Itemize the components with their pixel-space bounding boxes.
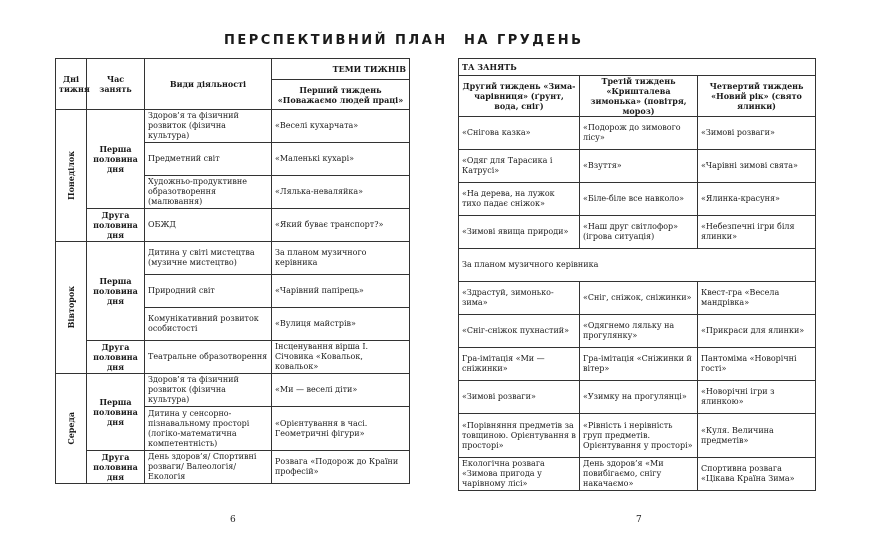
- week2-cell: «Порівняння предметів за товщиною. Орієнтування в просторі»: [459, 414, 580, 458]
- week1-cell: «Маленькі кухарі»: [272, 143, 410, 176]
- activity-cell: Предметний світ: [145, 143, 272, 176]
- week4-cell: «Прикраси для ялинки»: [698, 315, 816, 348]
- header-week2: Другий тиждень «Зима-чарівниця» (ґрунт, вода, сніг): [459, 76, 580, 117]
- page-number-right: 7: [636, 515, 642, 525]
- time-second-half: Друга половина дня: [87, 341, 145, 374]
- day-cell: [56, 374, 87, 484]
- week3-cell: «Біле-біле все навколо»: [580, 183, 698, 216]
- plan-table-right: [458, 58, 816, 491]
- activity-cell: Дитина у сенсорно-пізнавальному просторі (логіко-математична компетентність): [145, 407, 272, 451]
- header-activities: Види діяльності: [145, 59, 272, 110]
- week1-cell: Розвага «Подорож до Країни професій»: [272, 451, 410, 484]
- day-wednesday: Середа: [66, 412, 76, 445]
- week3-cell: Гра-імітація «Сніжинки й вітер»: [580, 348, 698, 381]
- activity-cell: Здоров’я та фізичний розвиток (фізична культура): [145, 374, 272, 407]
- week4-cell: «Ялинка-красуня»: [698, 183, 816, 216]
- week3-cell: «Одягнемо ляльку на прогулянку»: [580, 315, 698, 348]
- week3-cell: «Рівність і нерівність груп предметів. Орієнтування у просторі»: [580, 414, 698, 458]
- week2-cell: «Зимові розваги»: [459, 381, 580, 414]
- activity-cell: День здоров’я/ Спортивні розваги/ Валеологія/ Екологія: [145, 451, 272, 484]
- week2-cell: Екологічна розвага «Зимова пригода у чарівному лісі»: [459, 458, 580, 491]
- week2-cell: «Зимові явища природи»: [459, 216, 580, 249]
- time-second-half: Друга половина дня: [87, 451, 145, 484]
- music-merged-cell: За планом музичного керівника: [459, 249, 816, 282]
- week2-cell: Гра-імітація «Ми — сніжинки»: [459, 348, 580, 381]
- activity-cell: Комунікативний розвиток особистості: [145, 308, 272, 341]
- week1-cell: За планом музичного керівника: [272, 242, 410, 275]
- page-number-left: 6: [230, 515, 236, 525]
- activity-cell: ОБЖД: [145, 209, 272, 242]
- week1-cell: Інсценування вірша І. Січовика «Ковальок, ковальок»: [272, 341, 410, 374]
- week1-cell: «Лялька-неваляйка»: [272, 176, 410, 209]
- plan-table-left: [55, 58, 410, 484]
- week4-cell: «Новорічні ігри з ялинкою»: [698, 381, 816, 414]
- week1-cell: «Чарівний папірець»: [272, 275, 410, 308]
- week4-cell: Спортивна розвага «Цікава Країна Зима»: [698, 458, 816, 491]
- time-first-half: Перша половина дня: [87, 374, 145, 451]
- week4-cell: «Небезпечні ігри біля ялинки»: [698, 216, 816, 249]
- week2-cell: «Одяг для Тарасика і Катрусі»: [459, 150, 580, 183]
- time-second-half: Друга половина дня: [87, 209, 145, 242]
- week4-cell: Квест-гра «Весела мандрівка»: [698, 282, 816, 315]
- week3-cell: «Взуття»: [580, 150, 698, 183]
- header-days: Дні тижня: [56, 59, 87, 110]
- day-cell: [56, 110, 87, 242]
- week3-cell: «Наш друг світлофор» (ігрова ситуація): [580, 216, 698, 249]
- activity-cell: Художньо-продуктивне образотворення (малювання): [145, 176, 272, 209]
- day-cell: [56, 242, 87, 374]
- activity-cell: Природний світ: [145, 275, 272, 308]
- week4-cell: «Куля. Величина предметів»: [698, 414, 816, 458]
- day-monday: Понеділок: [66, 151, 76, 200]
- activity-cell: Здоров’я та фізичний розвиток (фізична культура): [145, 110, 272, 143]
- week4-cell: Пантоміма «Новорічні гості»: [698, 348, 816, 381]
- week1-cell: «Який буває транспорт?»: [272, 209, 410, 242]
- week3-cell: День здоров’я «Ми повибігаємо, снігу накачаємо»: [580, 458, 698, 491]
- week1-cell: «Орієнтування в часі. Геометричні фігури»: [272, 407, 410, 451]
- week2-cell: «Снігова казка»: [459, 117, 580, 150]
- week4-cell: «Зимові розваги»: [698, 117, 816, 150]
- time-first-half: Перша половина дня: [87, 110, 145, 209]
- header-week3: Третій тиждень «Кришталева зимонька» (повітря, мороз): [580, 76, 698, 117]
- week1-cell: «Вулиця майстрів»: [272, 308, 410, 341]
- header-themes-cont: ТА ЗАНЯТЬ: [459, 59, 816, 76]
- week2-cell: «Здрастуй, зимонько-зима»: [459, 282, 580, 315]
- week3-cell: «Узимку на прогулянці»: [580, 381, 698, 414]
- week2-cell: «На дерева, на лужок тихо падає сніжок»: [459, 183, 580, 216]
- header-week1: Перший тиждень «Поважаємо людей праці»: [272, 80, 410, 110]
- week4-cell: «Чарівні зимові свята»: [698, 150, 816, 183]
- plan-title-right: НА ГРУДЕНЬ: [464, 33, 584, 48]
- day-tuesday: Вівторок: [66, 286, 76, 329]
- header-themes: ТЕМИ ТИЖНІВ: [272, 59, 410, 80]
- week1-cell: «Ми — веселі діти»: [272, 374, 410, 407]
- header-time: Час занять: [87, 59, 145, 110]
- activity-cell: Дитина у світі мистецтва (музичне мистецтво): [145, 242, 272, 275]
- activity-cell: Театральне образотворення: [145, 341, 272, 374]
- week3-cell: «Подорож до зимового лісу»: [580, 117, 698, 150]
- week3-cell: «Сніг, сніжок, сніжинки»: [580, 282, 698, 315]
- header-week4: Четвертий тиждень «Новий рік» (свято ялинки): [698, 76, 816, 117]
- week1-cell: «Веселі кухарчата»: [272, 110, 410, 143]
- plan-title-left: ПЕРСПЕКТИВНИЙ ПЛАН: [224, 33, 448, 48]
- time-first-half: Перша половина дня: [87, 242, 145, 341]
- week2-cell: «Сніг-сніжок пухнастий»: [459, 315, 580, 348]
